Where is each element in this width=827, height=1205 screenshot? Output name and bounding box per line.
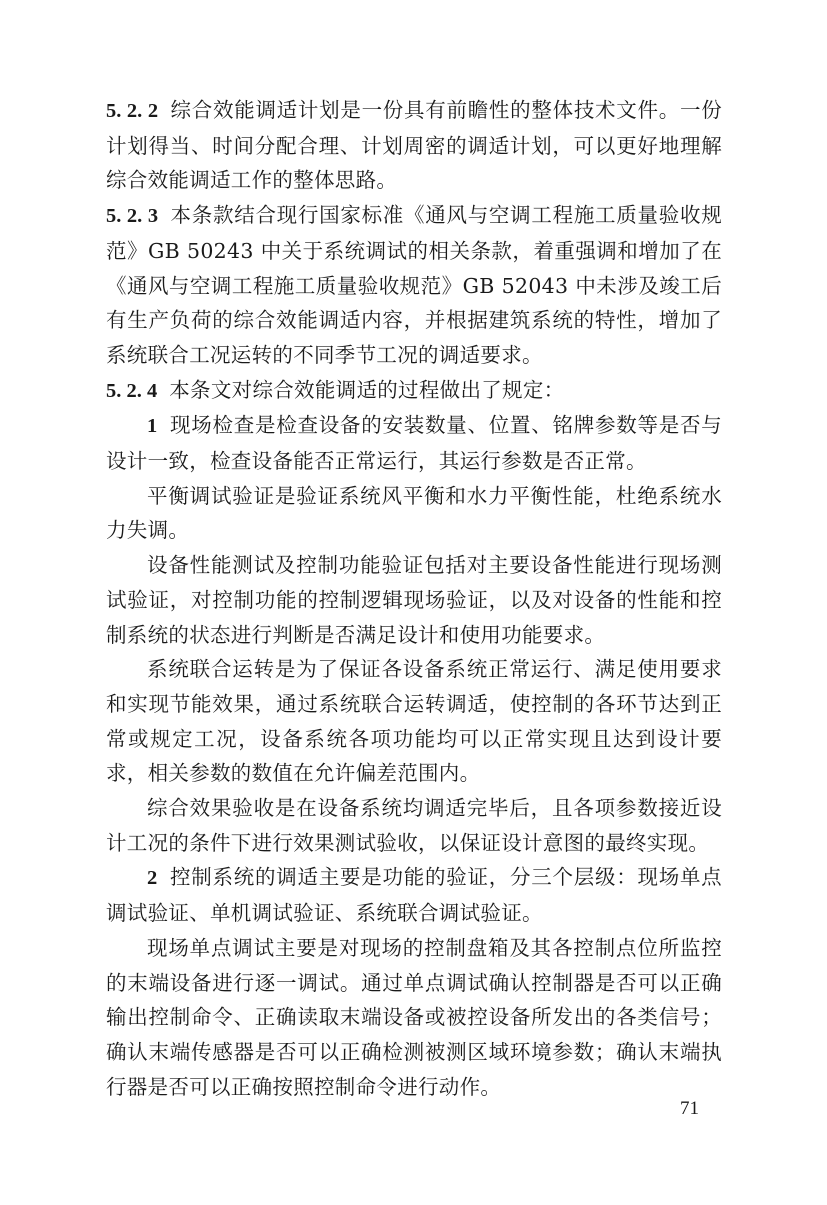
clause-text: 综合效能调适计划是一份具有前瞻性的整体技术文件。一份计划得当、时间分配合理、计划周密的调适计划，可以更好地理解综合效能调适工作的整体思路。 [106,98,722,193]
item-1 [106,408,722,478]
paragraph-comprehensive-acceptance: 综合效果验收是在设备系统均调适完毕后，且各项参数接近设计工况的条件下进行效果测试验收，以保证设计意图的最终实现。 [106,796,722,855]
paragraph-system-joint-operation: 系统联合运转是为了保证各设备系统正常运行、满足使用要求和实现节能效果，通过系统联合运转调适，使控制的各环节达到正常或规定工况，设备系统各项功能均可以正常实现且达到设计要求，相关参数的数值在允许偏差范围内。 [106,657,722,786]
item-2 [106,860,722,930]
item-number: 2 [147,867,158,890]
item-text: 控制系统的调适主要是功能的验证，分三个层级：现场单点调试验证、单机调试验证、系统联合调试验证。 [106,865,722,926]
item-text: 现场检查是检查设备的安装数量、位置、铭牌参数等是否与设计一致，检查设备能否正常运行，其运行参数是否正常。 [106,413,722,474]
clause-5-2-3 [106,198,722,373]
clause-number: 5. 2. 2 [106,100,159,122]
clause-text: 本条款结合现行国家标准《通风与空调工程施工质量验收规范》GB 50243 中关于系统调试的相关条款，着重强调和增加了在《通风与空调工程施工质量验收规范》GB 52043 中未涉及竣工后有生产负荷的综合效能调适内容，并根据建筑系统的特性，增加了系统联合工况运转的不同季节工况的调适要求。 [106,203,722,367]
document-body [106,93,722,1104]
clause-5-2-4 [106,373,722,409]
paragraph-equipment-testing: 设备性能测试及控制功能验证包括对主要设备性能进行现场测试验证，对控制功能的控制逻辑现场验证，以及对设备的性能和控制系统的状态进行判断是否满足设计和使用功能要求。 [106,553,722,647]
page-number: 71 [680,1098,699,1119]
clause-5-2-2 [106,93,722,198]
item-number: 1 [147,415,158,438]
clause-number: 5. 2. 3 [106,205,159,228]
paragraph-single-point-debugging: 现场单点调试主要是对现场的控制盘箱及其各控制点位所监控的末端设备进行逐一调试。通过单点调试确认控制器是否可以正确输出控制命令、正确读取末端设备或被控设备所发出的各类信号；确认末端传感器是否可以正确检测被测区域环境参数；确认末端执行器是否可以正确按照控制命令进行动作。 [106,935,722,1099]
clause-text: 本条文对综合效能调适的过程做出了规定： [169,377,565,402]
clause-number: 5. 2. 4 [106,379,158,402]
paragraph-balance-verification: 平衡调试验证是验证系统风平衡和水力平衡性能，杜绝系统水力失调。 [106,483,722,543]
